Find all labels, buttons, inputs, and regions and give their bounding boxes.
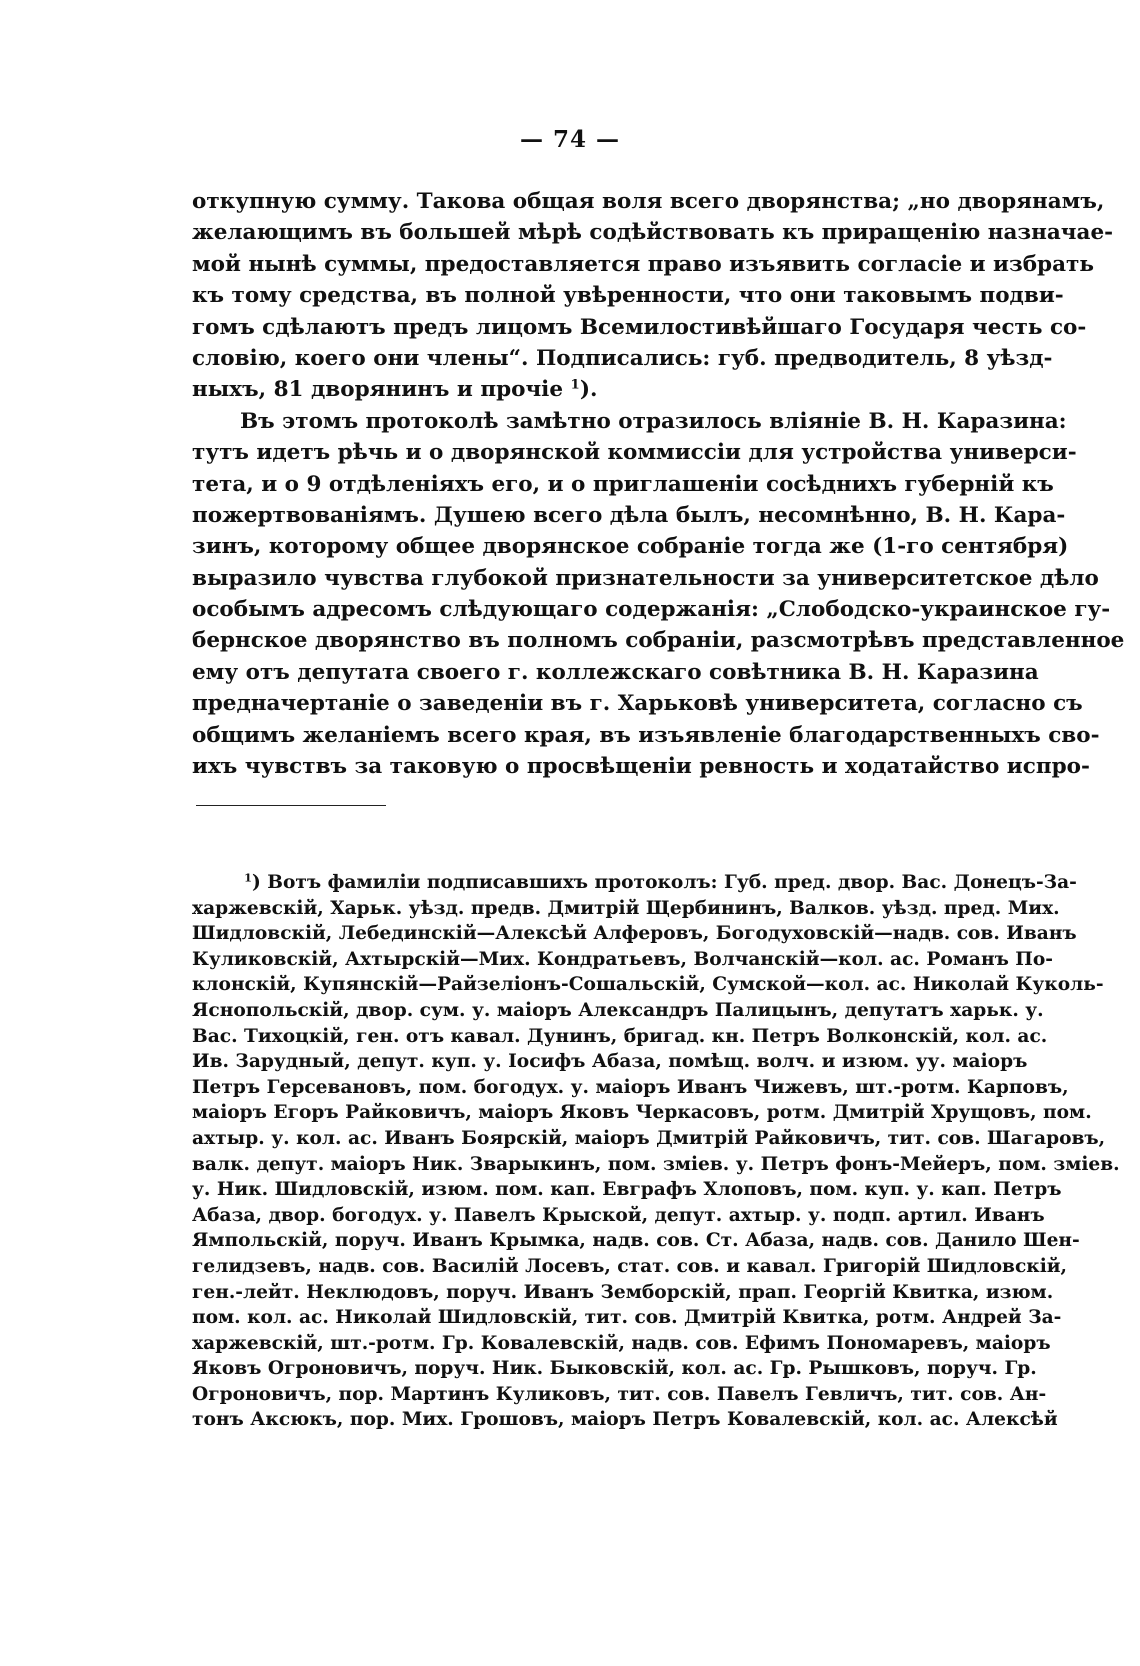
text-line: мой нынѣ суммы, предоставляется право изъявить согласіе и избрать [192, 251, 1094, 277]
text-line: зинъ, которому общее дворянское собраніе тогда же (1-го сентября) [192, 534, 1069, 560]
footnote-line: харжевскій, шт.-ротм. Гр. Ковалевскій, надв. сов. Ефимъ Пономаревъ, маіоръ [192, 1332, 1051, 1354]
text-line: тутъ идетъ рѣчь и о дворянской коммиссіи для устройства универси- [192, 440, 1077, 466]
footnote-line-content: ) Вотъ фамиліи подписавшихъ протоколъ: Губ. пред. двор. Вас. Донецъ-За- [252, 872, 1077, 893]
text-line: бернское дворянство въ полномъ собраніи, разсмотрѣвъ представленное [192, 628, 1125, 654]
text-line: выразило чувства глубокой признательности за университетское дѣло [192, 565, 1099, 591]
footnote-line: харжевскій, Харьк. уѣзд. предв. Дмитрій Щербининъ, Валков. уѣзд. пред. Мих. [192, 897, 1060, 919]
text-line: ему отъ депутата своего г. коллежскаго совѣтника В. Н. Каразина [192, 659, 1039, 685]
text-line: гомъ сдѣлаютъ предъ лицомъ Всемилостивѣйшаго Государя честь со- [192, 314, 1087, 340]
footnote-marker: 1 [244, 870, 253, 885]
footnote-line: клонскій, Купянскій—Райзеліонъ-Сошальскій, Сумской—кол. ас. Николай Куколь- [192, 974, 1104, 996]
text-line: особымъ адресомъ слѣдующаго содержанія: „Слободско-украинское гу- [192, 597, 1111, 623]
footnote-line: ахтыр. у. кол. ас. Иванъ Боярскій, маіоръ Дмитрій Райковичъ, тит. сов. Шагаровъ, [192, 1127, 1106, 1149]
footnote-line: Огроновичъ, пор. Мартинъ Куликовъ, тит. сов. Павелъ Гевличъ, тит. сов. Ан- [192, 1383, 1047, 1405]
text-line-paragraph-start: Въ этомъ протоколѣ замѣтно отразилось вліяніе В. Н. Каразина: [240, 408, 1067, 434]
footnote-line: Яковъ Огроновичъ, поруч. Ник. Быковскій, кол. ас. Гр. Рышковъ, поруч. Гр. [192, 1358, 1037, 1380]
footnote-line: Абаза, двор. богодух. у. Павелъ Крыской, депут. ахтыр. у. подп. артил. Иванъ [192, 1204, 1045, 1226]
footnote-line: маіоръ Егоръ Райковичъ, маіоръ Яковъ Черкасовъ, ротм. Дмитрій Хрущовъ, пом. [192, 1102, 1092, 1124]
page-number: — 74 — [519, 126, 621, 153]
footnote-line: гелидзевъ, надв. сов. Василій Лосевъ, стат. сов. и кавал. Григорій Шидловскій, [192, 1255, 1068, 1277]
footnote-line: Петръ Герсевановъ, пом. богодух. у. маіоръ Иванъ Чижевъ, шт.-ротм. Карповъ, [192, 1076, 1069, 1098]
footnote-line: Яснопольскій, двор. сум. у. маіоръ Александръ Палицынъ, депутатъ харьк. у. [192, 999, 1044, 1021]
footnote-line: ген.-лейт. Неклюдовъ, поруч. Иванъ Земборскій, прап. Георгій Квитка, изюм. [192, 1281, 1054, 1303]
text-line: къ тому средства, въ полной увѣренности, что они таковымъ подви- [192, 283, 1064, 309]
footnote-line: Ив. Зарудный, депут. куп. у. Іосифъ Абаза, помѣщ. волч. и изюм. уу. маіоръ [192, 1051, 1028, 1073]
footnote-block [192, 870, 1120, 1433]
footnote-divider [196, 805, 386, 806]
main-text [192, 186, 1125, 782]
footnote-reference: 1 [570, 377, 580, 394]
footnote-line: Шидловскій, Лебединскій—Алексѣй Алферовъ, Богодуховскій—надв. сов. Иванъ [192, 923, 1077, 945]
text-line-paragraph-end [192, 374, 1014, 405]
footnote-line: Куликовскій, Ахтырскій—Мих. Кондратьевъ, Волчанскій—кол. ас. Романъ По- [192, 948, 1053, 970]
text-line: общимъ желаніемъ всего края, въ изъявленіе благодарственныхъ сво- [192, 722, 1100, 748]
text-line: предначертаніе о заведеніи въ г. Харьковѣ университета, согласно съ [192, 691, 1083, 717]
text-line: тета, и о 9 отдѣленіяхъ его, и о приглашеніи сосѣднихъ губерній къ [192, 471, 1054, 497]
text-line-content: ныхъ, 81 дворянинъ и прочіе [192, 377, 564, 403]
text-line: пожертвованіямъ. Душею всего дѣла былъ, несомнѣнно, В. Н. Кара- [192, 502, 1066, 528]
footnote-line: валк. депут. маіоръ Ник. Зварыкинъ, пом. зміев. у. Петръ фонъ-Мейеръ, пом. зміев. [192, 1153, 1120, 1175]
text-line: словію, коего они члены“. Подписались: губ. предводитель, 8 уѣзд- [192, 345, 1053, 371]
footnote-line: пом. кол. ас. Николай Шидловскій, тит. сов. Дмитрій Квитка, ротм. Андрей За- [192, 1307, 1062, 1329]
footnote-line: у. Ник. Шидловскій, изюм. пом. кап. Евграфъ Хлоповъ, пом. куп. у. кап. Петръ [192, 1179, 1062, 1201]
footnote-line [192, 870, 1077, 896]
text-line: ихъ чувствъ за таковую о просвѣщеніи ревность и ходатайство испро- [192, 754, 1090, 780]
footnote-reference-close: ). [579, 377, 598, 403]
footnote-line: Ямпольскій, поруч. Иванъ Крымка, надв. сов. Ст. Абаза, надв. сов. Данило Шен- [192, 1230, 1080, 1252]
text-line: желающимъ въ большей мѣрѣ содѣйствовать къ приращенію назначае- [192, 220, 1114, 246]
text-line: откупную сумму. Такова общая воля всего дворянства; „но дворянамъ, [192, 189, 1105, 214]
footnote-line: тонъ Аксюкъ, пор. Мих. Грошовъ, маіоръ Петръ Ковалевскій, кол. ас. Алексѣй [192, 1409, 1058, 1431]
footnote-line: Вас. Тихоцкій, ген. отъ кавал. Дунинъ, бригад. кн. Петръ Волконскій, кол. ас. [192, 1025, 1048, 1047]
